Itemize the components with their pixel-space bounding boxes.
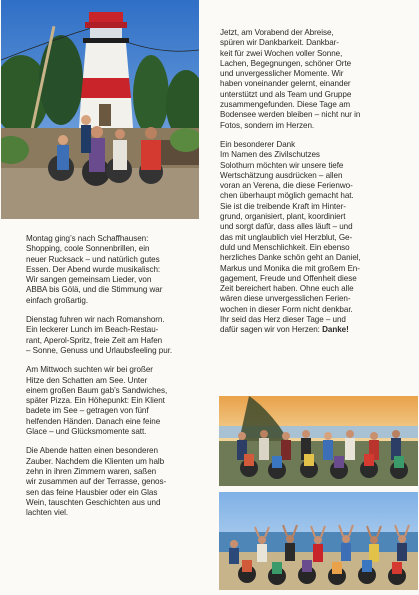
lakeside-sunset-group-photo bbox=[219, 396, 418, 486]
special-thanks-text: Ein besonderer Dank Im Namen des Zivilschutzes Solothurn möchten wir unsere tiefe Wertschätzung ausdrücken – allen voran an Verena, die diese Ferienwo- chen überhaupt möglich gemacht hat. Sie ist die treibende Kraft im Hinter- grund, organisiert, plant, koordiniert und sorgt dafür, dass alles läuft – und das mit unglaublich viel Herzblut, Ge- duld und Menschlichkeit. Ein ebenso herzliches Danke schön geht an Daniel, Markus und Monika die mit großem En- gagement, Freude und Offenheit diese Zeit bereichert haben. Ohne euch alle wären diese unvergesslichen Ferien- wochen in dieser Form nicht denkbar. Ihr seid das Herz dieser Tage – und dafür sagen wir von Herzen: bbox=[220, 139, 361, 335]
paragraph-wednesday: Am Mittwoch suchten wir bei großer Hitze den Schatten am See. Unter einem großen Baum gab’s Sandwiches, später Pizza. Ein Höhepunkt: Ein Klient badete im See – getragen von fünf helfenden Händen. Danach eine feine Glace – und Glücksmomente satt. bbox=[26, 365, 168, 437]
paragraph-romanshorn: Dienstag fuhren wir nach Romanshorn. Ein leckerer Lunch im Beach-Restau- rant, Aperol-Spritz, freie Zeit am Hafen – Sonne, Genuss und Urlaubsfeeling pur. bbox=[26, 315, 173, 355]
right-text-column bbox=[220, 28, 408, 336]
paragraph-schaffhausen: Montag ging’s nach Schaffhausen: Shopping, coole Sonnenbrillen, ein neuer Rucksack – und natürlich gutes Essen. Der Abend wurde musikalisch: Wir sangen gemeinsam Lieder, von ABBA bis Gölä, und die Stimmung war einfach großartig. bbox=[26, 234, 163, 305]
paragraph-evenings: Die Abende hatten einen besonderen Zauber. Nachdem die Klienten um halb zehn in ihren Zimmern waren, saßen wir zusammen auf der Terrasse, genos- sen das feine Hausbier oder ein Glas Wein, tauschten Geschichten aus und lachten viel. bbox=[26, 446, 167, 518]
beach-cheering-group-photo bbox=[219, 492, 418, 590]
lighthouse-group-photo bbox=[1, 0, 199, 219]
left-text-column bbox=[26, 234, 202, 518]
paragraph-special-thanks bbox=[220, 140, 408, 336]
paragraph-gratitude: Jetzt, am Vorabend der Abreise, spüren wir Dankbarkeit. Dankbar- keit für zwei Wochen voller Sonne, Lachen, Begegnungen, schöner Orte und unvergesslicher Momente. Wir haben voneinander gelernt, einander unterstützt und als Team und Gruppe zusammengefunden. Diese Tage am Bodensee werden bleiben – nicht nur in Fotos, sondern im Herzen. bbox=[220, 28, 361, 130]
thanks-word: Danke! bbox=[322, 325, 349, 335]
